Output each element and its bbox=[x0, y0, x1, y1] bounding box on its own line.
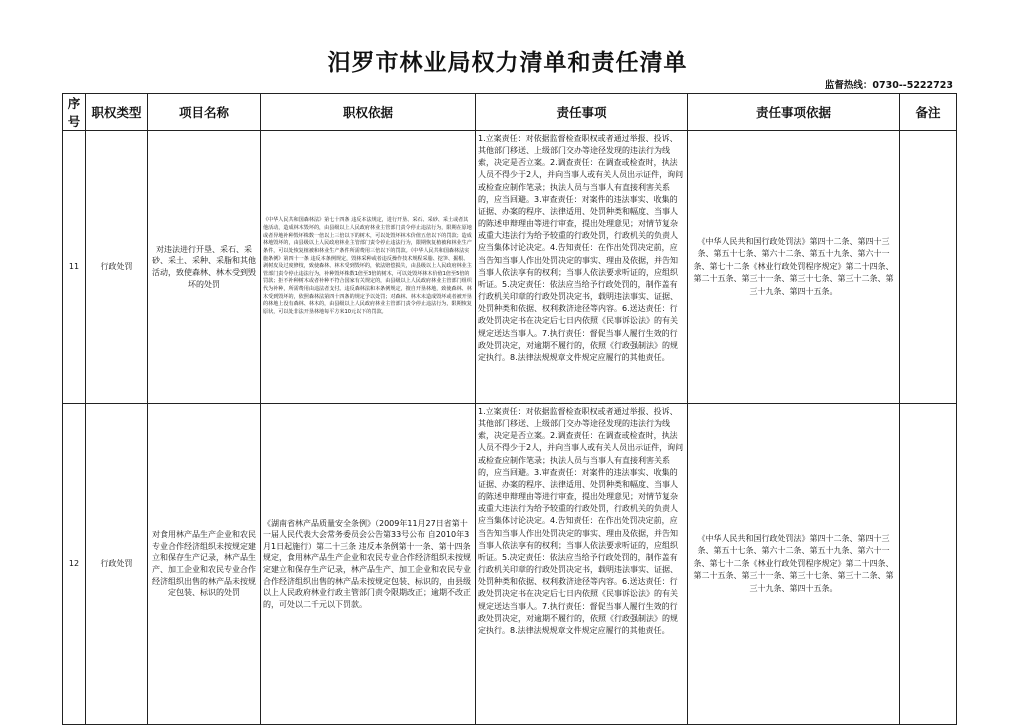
row-responsibility-basis: 《中华人民共和国行政处罚法》第四十二条、第四十三条、第五十七条、第六十二条、第五十九条、第六十一条、第七十二条《林业行政处罚程序规定》第二十四条、第二十五条、第三十一条、第三十七条、第三十二条、第三十九条、第四十五条。 bbox=[688, 131, 900, 404]
row-power-type: 行政处罚 bbox=[86, 404, 148, 725]
row-power-type: 行政处罚 bbox=[86, 131, 148, 404]
header-responsibilities: 责任事项 bbox=[476, 94, 688, 131]
hotline-text: 监督热线：0730--5222723 bbox=[824, 80, 953, 91]
header-index: 序号 bbox=[63, 94, 86, 131]
row-responsibility-basis: 《中华人民共和国行政处罚法》第四十二条、第四十三条、第五十七条、第六十二条、第五十九条、第六十一条、第七十二条《林业行政处罚程序规定》第二十四条、第二十五条、第三十一条、第三十七条、第三十二条、第三十九条、第四十五条。 bbox=[688, 404, 900, 725]
header-item-name: 项目名称 bbox=[148, 94, 261, 131]
header-remark: 备注 bbox=[900, 94, 957, 131]
header-power-type: 职权类型 bbox=[86, 94, 148, 131]
power-responsibility-table bbox=[62, 93, 957, 725]
row-item-name: 对违法进行开垦、采石、采砂、采土、采种、采脂和其他活动，致使森林、林木受到毁坏的处罚 bbox=[148, 131, 261, 404]
table-row bbox=[63, 131, 957, 404]
row-remark bbox=[900, 404, 957, 725]
responsibilities-text: 1.立案责任：对依据监督检查职权或者通过举报、投诉、其他部门移送、上级部门交办等途径发现的违法行为线索，决定是否立案。2.调查责任：在调查或检查时，执法人员不得少于2人，并向当事人或有关人员出示证件，询问或检查应制作笔录；执法人员与当事人有直接利害关系的，应当回避。3.审查责任：对案件的违法事实、收集的证据、办案的程序、法律适用、处罚种类和幅度、当事人的陈述申辩理由等进行审查，提出处理意见；对情节复杂或重大违法行为给予较重的行政处罚，行政机关的负责人应当集体讨论决定。4.告知责任：在作出处罚决定前，应当告知当事人作出处罚决定的事实、理由及依据，并告知当事人依法享有的权利；当事人依法要求听证的，应组织听证。5.决定责任：依法应当给予行政处罚的，制作盖有行政机关印章的行政处罚决定书，载明违法事实、证据、处罚种类和依据、权利救济途径等内容。6.送达责任：行政处罚决定书在决定后七日内依照《民事诉讼法》的有关规定送达当事人。7.执行责任：督促当事人履行生效的行政处罚决定，对逾期不履行的，依照《行政强制法》的规定执行。8.法律法规规章文件规定应履行的其他责任。 bbox=[478, 407, 684, 635]
row-index: 11 bbox=[63, 131, 86, 404]
row-item-name: 对食用林产品生产企业和农民专业合作经济组织未按规定建立和保存生产记录，林产品生产、加工企业和农民专业合作经济组织出售的林产品未按规定包装、标识的处罚 bbox=[148, 404, 261, 725]
row-index: 12 bbox=[63, 404, 86, 725]
row-responsibilities bbox=[476, 404, 688, 725]
page-title: 汨罗市林业局权力清单和责任清单 bbox=[327, 50, 688, 76]
table-row bbox=[63, 404, 957, 725]
header-legal-basis: 职权依据 bbox=[261, 94, 476, 131]
row-legal-basis: 《湖南省林产品质量安全条例》（2009年11月27日省第十一届人民代表大会常务委员会公告第33号公布 自2010年3月1日起施行）第二十三条 违反本条例第十一条、第十四条规定，食用林产品生产企业和农民专业合作经济组织未按规定建立和保存生产记录，林产品生产、加工企业和农民专业合作经济组织出售的林产品未按规定包装、标识的，由县级以上人民政府林业行政主管部门责令限期改正；逾期不改正的，可处以二千元以下罚款。 bbox=[261, 404, 476, 725]
row-legal-basis: 《中华人民共和国森林法》第七十四条 违反本法规定，进行开垦、采石、采砂、采土或者其他活动，造成林木毁坏的，由县级以上人民政府林业主管部门责令停止违法行为，限期在原地或者异地补种毁坏株数一倍以上三倍以下的树木，可以处毁坏林木价值五倍以下的罚款；造成林地毁坏的，由县级以上人民政府林业主管部门责令停止违法行为，限期恢复植被和林业生产条件，可以处恢复植被和林业生产条件所需费用三倍以下的罚款。《中华人民共和国森林法实施条例》第四十一条 违反本条例规定，毁林采种或者违反操作技术规程采脂、挖笋、掘根、剥树皮及过度修枝，致使森林、林木受到毁坏的，依法赔偿损失，由县级以上人民政府林业主管部门责令停止违法行为，补种毁坏株数1倍至3倍的树木，可以处毁坏林木价值1倍至5倍的罚款；拒不补种树木或者补种不符合国家有关规定的，由县级以上人民政府林业主管部门组织代为补种，所需费用由违法者支付。违反森林法和本条例规定，擅自开垦林地，致使森林、林木受到毁坏的，依照森林法第四十四条的规定予以处罚；对森林、林木未造成毁坏或者被开垦的林地上没有森林、林木的，由县级以上人民政府林业主管部门责令停止违法行为，限期恢复原状，可以处非法开垦林地每平方米10元以下的罚款。 bbox=[261, 131, 476, 404]
row-remark bbox=[900, 131, 957, 404]
responsibilities-text: 1.立案责任：对依据监督检查职权或者通过举报、投诉、其他部门移送、上级部门交办等途径发现的违法行为线索，决定是否立案。2.调查责任：在调查或检查时，执法人员不得少于2人，并向当事人或有关人员出示证件，询问或检查应制作笔录；执法人员与当事人有直接利害关系的，应当回避。3.审查责任：对案件的违法事实、收集的证据、办案的程序、法律适用、处罚种类和幅度、当事人的陈述申辩理由等进行审查，提出处理意见；对情节复杂或重大违法行为给予较重的行政处罚，行政机关的负责人应当集体讨论决定。4.告知责任：在作出处罚决定前，应当告知当事人作出处罚决定的事实、理由及依据，并告知当事人依法享有的权利；当事人依法要求听证的，应组织听证。5.决定责任：依法应当给予行政处罚的，制作盖有行政机关印章的行政处罚决定书，载明违法事实、证据、处罚种类和依据、权利救济途径等内容。6.送达责任：行政处罚决定书在决定后七日内依照《民事诉讼法》的有关规定送达当事人。7.执行责任：督促当事人履行生效的行政处罚决定，对逾期不履行的，依照《行政强制法》的规定执行。8.法律法规规章文件规定应履行的其他责任。 bbox=[478, 134, 684, 362]
table-header-row bbox=[63, 94, 957, 131]
row-responsibilities bbox=[476, 131, 688, 404]
header-responsibility-basis: 责任事项依据 bbox=[688, 94, 900, 131]
